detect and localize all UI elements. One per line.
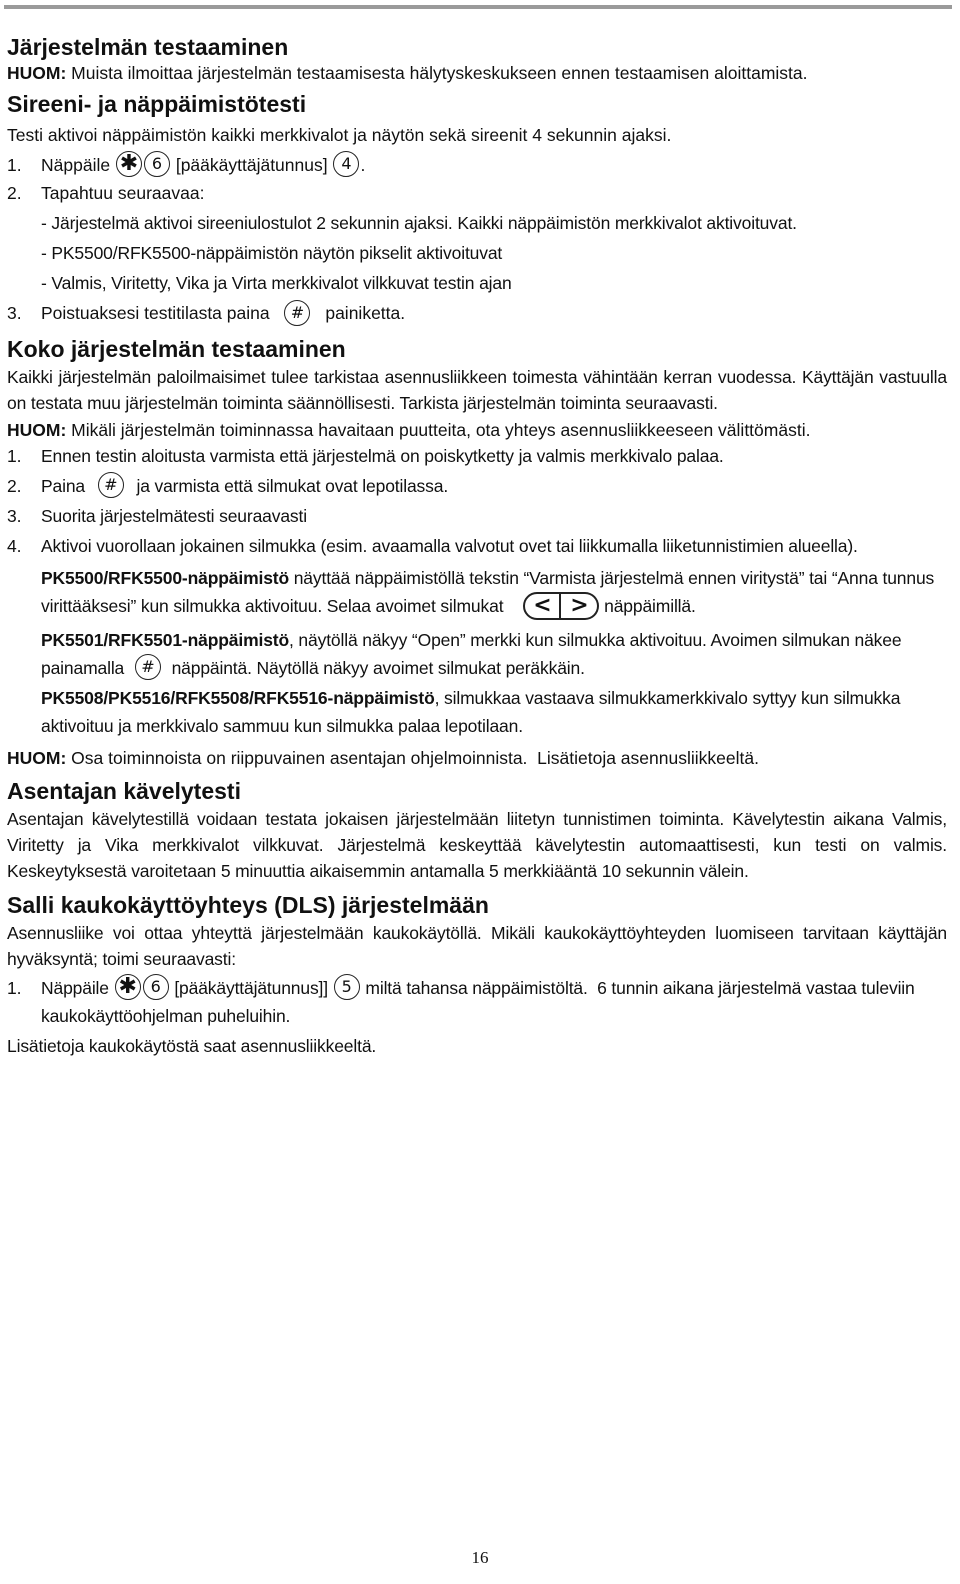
left-arrow-key-icon: < [523,592,561,620]
step-number: 1. [7,977,22,998]
step-text: Suorita järjestelmätesti seuraavasti [41,506,307,527]
pk5508-paragraph [7,684,947,740]
note-text: Muista ilmoittaa järjestelmän testaamisesta hälytyskeskukseen ennen testaamisen aloittamista. [71,63,808,83]
hash-key-icon: # [98,472,124,498]
step-text: Näppäile [41,977,109,998]
step-text: Paina [41,475,86,496]
dls-step-1 [7,974,947,1030]
step-number: 2. [7,183,22,204]
siren-substep: - Valmis, Viritetty, Vika ja Virta merkkivalot vilkkuvat testin ajan [41,273,512,294]
note-text: Osa toiminnoista on riippuvainen asentajan ohjelmoinnista. Lisätietoja asennusliikkeeltä. [71,747,759,768]
step-number: 1. [7,445,22,466]
section-title-system-test: Järjestelmän testaaminen [7,34,289,60]
section-title-walk-test: Asentajan kävelytesti [7,777,241,804]
star-key-icon: ✱ [116,151,142,177]
six-key-icon: 6 [144,151,170,177]
full-test-intro: Kaikki järjestelmän paloilmaisimet tulee tarkistaa asennusliikkeen toimesta vähintään kerran vuodessa. Käyttäjän vastuulla on testata muu järjestelmän toiminta säännöllisesti. Tarkista järjestelmän toiminta seuraavasti. [7,366,947,413]
step-text: ja varmista että silmukat ovat lepotilassa. [136,475,449,496]
paragraph-text: , näytöllä näkyy “Open” merkki kun silmukka aktivoituu. Avoimen silmukan näkee painamalla [41,629,902,678]
section-title-dls: Salli kaukokäyttöyhteys (DLS) järjestelmään [7,891,489,918]
full-step-3 [7,502,947,530]
full-test-note-2 [7,744,947,772]
step-text: . [360,155,366,175]
hash-key-icon: # [284,300,310,326]
right-arrow-key-icon: > [561,592,599,620]
step-text: miltä tahansa näppäimistöltä. 6 tunnin aikana järjestelmä vastaa tuleviin kaukokäyttöohjelman puheluihin. [41,977,920,1027]
keypad-model: PK5508/PK5516/RFK5508/RFK5516-näppäimistö [41,687,435,708]
paragraph-text: näyttää näppäimistöllä tekstin “Varmista järjestelmä ennen viritystä” tai “Anna tunnus virittääksesi” kun silmukka aktivoituu. Selaa avoimet silmukat [41,568,935,617]
full-step-2 [7,472,947,500]
step-number: 3. [7,506,22,527]
siren-substep: - PK5500/RFK5500-näppäimistön näytön pikselit aktivoituvat [41,243,503,264]
note-text: Mikäli järjestelmän toiminnassa havaitaan puutteita, ota yhteys asennusliikkeeseen välittömästi. [71,419,811,440]
note-paragraph [7,62,947,85]
step-text: Aktivoi vuorollaan jokainen silmukka (esim. avaamalla valvotut ovet tai liikkumalla liiketunnistimien alueella). [41,536,858,557]
siren-step-1 [7,151,947,179]
step-text: Näppäile [41,155,111,175]
step-number: 4. [7,536,22,557]
star-key-icon: ✱ [115,974,141,1000]
pk5501-paragraph [7,626,947,682]
pk5500-paragraph [7,564,947,621]
top-rule [4,5,952,9]
step-number: 3. [7,303,22,324]
dls-intro: Asennusliike voi ottaa yhteyttä järjestelmään kaukokäytöllä. Mikäli kaukokäyttöyhteyden luomiseen tarvitaan käyttäjän hyväksyntä; toimi seuraavasti: [7,922,947,969]
section-title-full-test: Koko järjestelmän testaaminen [7,335,346,362]
step-text: Poistuaksesi testitilasta paina [41,303,270,324]
step-number: 2. [7,475,22,496]
six-key-icon: 6 [143,974,169,1000]
walk-test-text: Asentajan kävelytestillä voidaan testata jokaisen järjestelmään liitetyn tunnistimen toiminta. Kävelytestin aikana Valmis, Viritetty ja Vika merkkivalot vilkkuvat. Järjestelmä keskeyttää kävelytestin automaattisesti, kun testi on valmis. Keskeytyksestä varoitetaan 5 minuuttia aikaisemmin antamalla 5 merkkiääntä 10 sekunnin välein. [7,808,947,881]
siren-step-2 [7,179,947,207]
full-step-1 [7,442,947,470]
step-text: painiketta. [325,303,406,324]
paragraph-text: näppäimillä. [604,596,696,617]
paragraph-text: , silmukkaa vastaava silmukkamerkkivalo syttyy kun silmukka aktivoituu ja merkkivalo sammuu kun silmukka palaa lepotilaan. [41,687,901,736]
note-label: HUOM: [7,63,67,83]
step-number: 1. [7,155,22,175]
dls-outro: Lisätietoja kaukokäytöstä saat asennusliikkeeltä. [7,1036,377,1057]
full-test-note [7,418,947,442]
keypad-model: PK5500/RFK5500-näppäimistö [41,568,289,589]
note-label: HUOM: [7,419,67,440]
section-title-siren-test: Sireeni- ja näppäimistötesti [7,91,307,117]
hash-key-icon: # [135,654,161,680]
step-text: [pääkäyttäjätunnus] [175,155,328,175]
scroll-keys [523,592,599,620]
five-key-icon: 5 [334,974,360,1000]
page-content [7,28,947,1060]
paragraph-text: näppäintä. Näytöllä näkyy avoimet silmukat peräkkäin. [171,657,585,678]
siren-intro: Testi aktivoi näppäimistön kaikki merkkivalot ja näytön sekä sireenit 4 sekunnin ajaksi. [7,125,672,145]
step-text: Ennen testin aloitusta varmista että järjestelmä on poiskytketty ja valmis merkkivalo palaa. [41,445,724,466]
step-text: Tapahtuu seuraavaa: [41,183,205,204]
keypad-model: PK5501/RFK5501-näppäimistö [41,629,289,650]
four-key-icon: 4 [333,151,359,177]
note-label: HUOM: [7,747,67,768]
siren-step-3 [7,299,947,327]
page-number: 16 [471,1548,489,1567]
full-step-4 [7,532,947,560]
step-text: [pääkäyttäjätunnus]] [174,977,328,998]
siren-substep: - Järjestelmä aktivoi sireeniulostulot 2 sekunnin ajaksi. Kaikki näppäimistön merkkivalot aktivoituvat. [41,213,797,234]
